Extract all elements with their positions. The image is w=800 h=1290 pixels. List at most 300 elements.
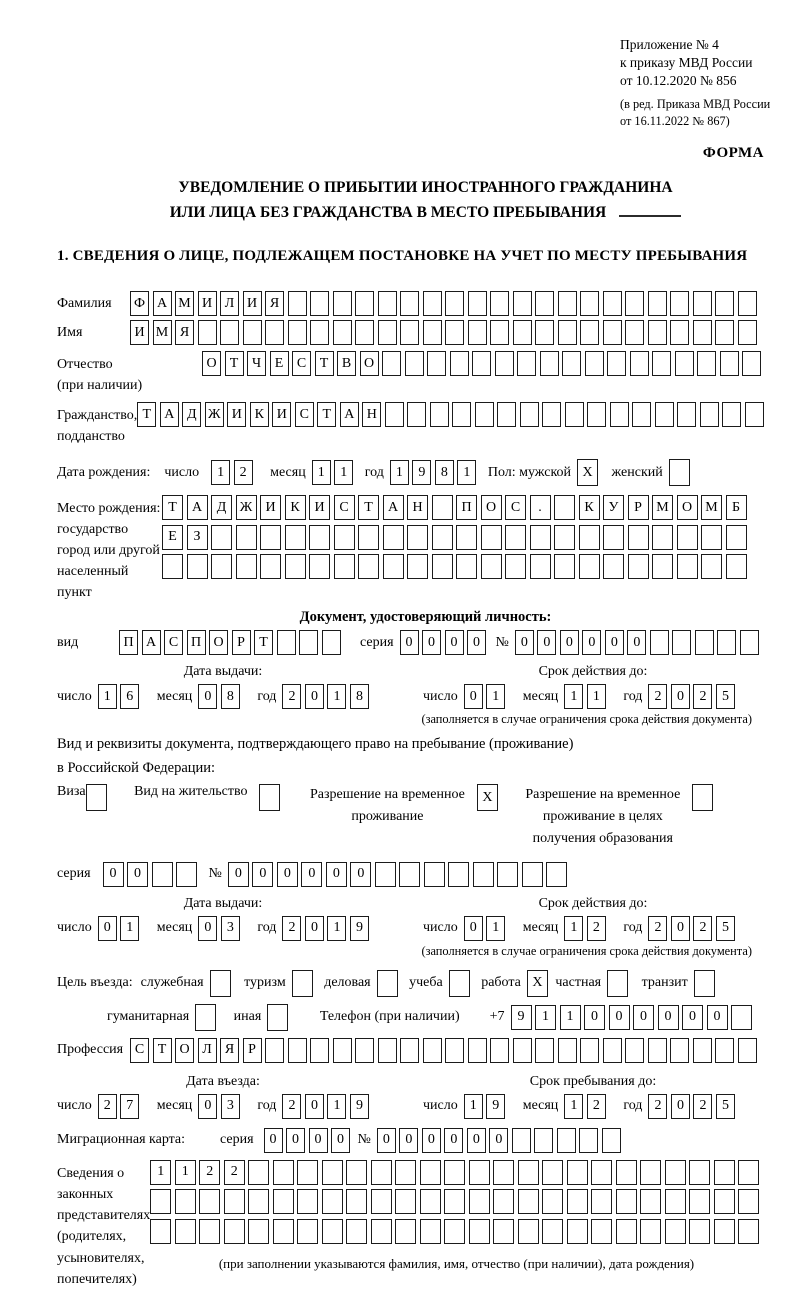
birth-place-row2-cell[interactable] [554,525,575,550]
legal-reps-row3-cell[interactable] [665,1219,686,1244]
birth-place-row2-cell[interactable] [603,525,624,550]
doc-issue-day-cell[interactable]: 1 [98,684,117,709]
doc-series-cell[interactable]: 0 [445,630,464,655]
surname-cell[interactable] [288,291,307,316]
birth-place-row1-cell[interactable] [432,495,453,520]
citizenship-cell[interactable] [542,402,561,427]
permit-issue-day-cells[interactable] [98,916,143,941]
birth-place-row1-cell[interactable]: У [603,495,624,520]
birth-place-row2-cell[interactable] [211,525,232,550]
birth-place-row3-cell[interactable] [285,554,306,579]
surname-cell[interactable] [400,291,419,316]
stay-day-cell[interactable]: 9 [486,1094,505,1119]
citizenship-cell[interactable] [452,402,471,427]
legal-reps-row1-cell[interactable] [469,1160,490,1185]
birth-place-row2-cell[interactable] [236,525,257,550]
doc-type-cell[interactable]: А [142,630,161,655]
doc-type-cell[interactable]: С [164,630,183,655]
phone-cells[interactable] [511,1005,756,1030]
birth-day-cells[interactable] [211,460,256,485]
legal-reps-row2-cell[interactable] [175,1189,196,1214]
stay-day-cells[interactable] [464,1094,509,1119]
birth-place-row3-cell[interactable] [726,554,747,579]
birth-place-row1-cell[interactable]: Н [407,495,428,520]
purpose-work-checkbox[interactable] [527,970,552,997]
legal-reps-row2-cells[interactable] [150,1189,763,1214]
purpose-study-checkbox[interactable] [449,970,474,997]
citizenship-cell[interactable]: И [272,402,291,427]
doc-expiry-day-cell[interactable]: 0 [464,684,483,709]
legal-reps-row2-cell[interactable] [542,1189,563,1214]
edu-residence-cell[interactable] [692,784,713,811]
patronymic-cell[interactable] [697,351,716,376]
citizenship-cell[interactable] [407,402,426,427]
permit-series-cell[interactable] [176,862,197,887]
name-cell[interactable] [333,320,352,345]
migration-number-cell[interactable]: 0 [444,1128,463,1153]
entry-year-cells[interactable] [282,1094,372,1119]
citizenship-cell[interactable]: Т [317,402,336,427]
birth-place-row1-cell[interactable]: Р [628,495,649,520]
doc-series-cell[interactable]: 0 [422,630,441,655]
patronymic-cell[interactable]: В [337,351,356,376]
entry-year-cell[interactable]: 1 [327,1094,346,1119]
birth-place-row2-cell[interactable] [579,525,600,550]
birth-month-cells[interactable] [312,460,357,485]
permit-expiry-year-cell[interactable]: 0 [671,916,690,941]
purpose-business-checkbox[interactable] [377,970,402,997]
birth-place-row1-cell[interactable]: П [456,495,477,520]
migration-number-cell[interactable]: 0 [377,1128,396,1153]
phone-cell[interactable]: 1 [560,1005,581,1030]
doc-number-cell[interactable]: 0 [537,630,556,655]
doc-type-cell[interactable]: П [119,630,138,655]
doc-number-cell[interactable] [672,630,691,655]
legal-reps-row2-cell[interactable] [371,1189,392,1214]
legal-reps-row3-cell[interactable] [542,1219,563,1244]
doc-expiry-month-cell[interactable]: 1 [587,684,606,709]
birth-day-cell[interactable]: 1 [211,460,230,485]
doc-type-cell[interactable] [277,630,296,655]
permit-series-cell[interactable] [152,862,173,887]
surname-cell[interactable]: Я [265,291,284,316]
permit-expiry-year-cell[interactable]: 5 [716,916,735,941]
surname-cell[interactable] [490,291,509,316]
legal-reps-row1-cell[interactable] [665,1160,686,1185]
name-cell[interactable] [603,320,622,345]
birth-place-row3-cell[interactable] [481,554,502,579]
phone-cell[interactable] [731,1005,752,1030]
doc-type-cell[interactable]: О [209,630,228,655]
legal-reps-row3-cell[interactable] [616,1219,637,1244]
purpose-other-checkbox[interactable] [267,1004,292,1031]
legal-reps-row1-cells[interactable] [150,1160,763,1185]
citizenship-cell[interactable] [497,402,516,427]
doc-expiry-year-cell[interactable]: 2 [693,684,712,709]
name-cell[interactable] [535,320,554,345]
surname-cell[interactable] [535,291,554,316]
legal-reps-row1-cell[interactable] [738,1160,759,1185]
legal-reps-row2-cell[interactable] [444,1189,465,1214]
doc-number-cell[interactable] [717,630,736,655]
profession-cell[interactable] [288,1038,307,1063]
legal-reps-row3-cell[interactable] [273,1219,294,1244]
permit-expiry-day-cells[interactable] [464,916,509,941]
stay-month-cell[interactable]: 1 [564,1094,583,1119]
legal-reps-row1-cell[interactable] [420,1160,441,1185]
legal-reps-row2-cell[interactable] [640,1189,661,1214]
name-cell[interactable] [490,320,509,345]
birth-place-row1-cell[interactable]: К [579,495,600,520]
doc-expiry-year-cell[interactable]: 5 [716,684,735,709]
permit-number-cell[interactable] [448,862,469,887]
birth-place-row1-cell[interactable] [554,495,575,520]
phone-cell[interactable]: 0 [707,1005,728,1030]
legal-reps-row2-cell[interactable] [395,1189,416,1214]
stay-year-cell[interactable]: 2 [693,1094,712,1119]
birth-year-cell[interactable]: 1 [390,460,409,485]
entry-day-cell[interactable]: 2 [98,1094,117,1119]
legal-reps-row1-cell[interactable] [591,1160,612,1185]
birth-year-cell[interactable]: 1 [457,460,476,485]
legal-reps-row1-cell[interactable] [395,1160,416,1185]
migration-series-cell[interactable]: 0 [309,1128,328,1153]
profession-cells[interactable] [130,1038,760,1063]
entry-day-cell[interactable]: 7 [120,1094,139,1119]
migration-series-cell[interactable]: 0 [331,1128,350,1153]
legal-reps-row2-cell[interactable] [591,1189,612,1214]
doc-type-cell[interactable] [322,630,341,655]
permit-expiry-year-cell[interactable]: 2 [693,916,712,941]
migration-number-cell[interactable] [512,1128,531,1153]
legal-reps-row3-cell[interactable] [420,1219,441,1244]
birth-place-row3-cell[interactable] [432,554,453,579]
temp-residence-cell[interactable]: X [477,784,498,811]
surname-cell[interactable] [648,291,667,316]
migration-number-cell[interactable] [602,1128,621,1153]
doc-type-cell[interactable] [299,630,318,655]
entry-year-cell[interactable]: 2 [282,1094,301,1119]
patronymic-cell[interactable] [607,351,626,376]
citizenship-cell[interactable] [520,402,539,427]
birth-place-row1-cell[interactable]: И [309,495,330,520]
legal-reps-row2-cell[interactable] [248,1189,269,1214]
patronymic-cell[interactable] [427,351,446,376]
surname-cell[interactable] [670,291,689,316]
permit-issue-year-cell[interactable]: 0 [305,916,324,941]
birth-place-row2-cells[interactable] [162,525,750,550]
permit-issue-month-cell[interactable]: 0 [198,916,217,941]
stay-year-cell[interactable]: 2 [648,1094,667,1119]
legal-reps-row2-cell[interactable] [420,1189,441,1214]
purpose-official-checkbox[interactable] [210,970,235,997]
name-cell[interactable] [198,320,217,345]
phone-cell[interactable]: 1 [535,1005,556,1030]
stay-month-cell[interactable]: 2 [587,1094,606,1119]
name-cell[interactable] [400,320,419,345]
name-cell[interactable] [693,320,712,345]
birth-place-row3-cell[interactable] [407,554,428,579]
patronymic-cell[interactable] [675,351,694,376]
permit-expiry-day-cell[interactable]: 0 [464,916,483,941]
legal-reps-row1-cell[interactable]: 2 [224,1160,245,1185]
legal-reps-row2-cell[interactable] [518,1189,539,1214]
permit-number-cell[interactable] [546,862,567,887]
permit-number-cell[interactable]: 0 [228,862,249,887]
legal-reps-row1-cell[interactable] [567,1160,588,1185]
profession-cell[interactable]: Я [220,1038,239,1063]
legal-reps-row1-cell[interactable] [322,1160,343,1185]
citizenship-cell[interactable] [655,402,674,427]
permit-expiry-year-cell[interactable]: 2 [648,916,667,941]
profession-cell[interactable] [603,1038,622,1063]
migration-number-cell[interactable]: 0 [489,1128,508,1153]
legal-reps-row2-cell[interactable] [199,1189,220,1214]
surname-cell[interactable] [558,291,577,316]
profession-cell[interactable] [670,1038,689,1063]
birth-place-row1-cell[interactable]: М [701,495,722,520]
surname-cell[interactable]: М [175,291,194,316]
birth-place-row3-cell[interactable] [701,554,722,579]
surname-cell[interactable] [738,291,757,316]
citizenship-cell[interactable] [475,402,494,427]
profession-cell[interactable] [490,1038,509,1063]
legal-reps-row3-cell[interactable] [493,1219,514,1244]
profession-cell[interactable] [310,1038,329,1063]
birth-place-row3-cell[interactable] [652,554,673,579]
surname-cell[interactable] [580,291,599,316]
female-cell[interactable] [669,459,690,486]
citizenship-cell[interactable] [677,402,696,427]
profession-cell[interactable] [400,1038,419,1063]
citizenship-cell[interactable]: Ж [205,402,224,427]
birth-place-row1-cell[interactable]: . [530,495,551,520]
permit-issue-year-cells[interactable] [282,916,372,941]
birth-place-row2-cell[interactable] [285,525,306,550]
patronymic-cell[interactable]: О [202,351,221,376]
birth-place-row3-cell[interactable] [358,554,379,579]
surname-cells[interactable] [130,291,760,316]
name-cell[interactable] [625,320,644,345]
purpose-tourism-cell[interactable] [292,970,313,997]
doc-number-cell[interactable] [695,630,714,655]
legal-reps-row3-cell[interactable] [395,1219,416,1244]
citizenship-cell[interactable] [430,402,449,427]
doc-number-cell[interactable]: 0 [627,630,646,655]
permit-series-cells[interactable] [103,862,201,887]
citizenship-cell[interactable]: К [250,402,269,427]
entry-month-cells[interactable] [198,1094,243,1119]
purpose-humanitarian-cell[interactable] [195,1004,216,1031]
name-cell[interactable] [558,320,577,345]
birth-place-row3-cell[interactable] [260,554,281,579]
phone-cell[interactable]: 9 [511,1005,532,1030]
legal-reps-row1-cell[interactable] [297,1160,318,1185]
name-cell[interactable]: Я [175,320,194,345]
citizenship-cell[interactable] [700,402,719,427]
name-cell[interactable] [310,320,329,345]
citizenship-cell[interactable]: Н [362,402,381,427]
legal-reps-row1-cell[interactable] [640,1160,661,1185]
migration-series-cells[interactable] [264,1128,354,1153]
legal-reps-row3-cell[interactable] [640,1219,661,1244]
legal-reps-row2-cell[interactable] [689,1189,710,1214]
purpose-private-checkbox[interactable] [607,970,632,997]
birth-month-cell[interactable]: 1 [334,460,353,485]
citizenship-cell[interactable]: Д [182,402,201,427]
doc-type-cell[interactable]: Р [232,630,251,655]
patronymic-cell[interactable]: Ч [247,351,266,376]
edu-residence-checkbox[interactable] [692,784,717,811]
surname-cell[interactable] [468,291,487,316]
name-cell[interactable] [445,320,464,345]
permit-number-cell[interactable] [473,862,494,887]
doc-expiry-year-cell[interactable]: 0 [671,684,690,709]
permit-expiry-month-cell[interactable]: 2 [587,916,606,941]
doc-number-cell[interactable]: 0 [605,630,624,655]
legal-reps-row2-cell[interactable] [322,1189,343,1214]
legal-reps-row1-cell[interactable] [616,1160,637,1185]
doc-expiry-month-cell[interactable]: 1 [564,684,583,709]
patronymic-cell[interactable] [495,351,514,376]
birth-place-row1-cell[interactable]: С [334,495,355,520]
surname-cell[interactable]: А [153,291,172,316]
profession-cell[interactable] [355,1038,374,1063]
migration-number-cell[interactable]: 0 [422,1128,441,1153]
citizenship-cell[interactable]: И [227,402,246,427]
citizenship-cell[interactable] [745,402,764,427]
doc-issue-month-cell[interactable]: 8 [221,684,240,709]
birth-place-row2-cell[interactable] [652,525,673,550]
legal-reps-row1-cell[interactable]: 2 [199,1160,220,1185]
legal-reps-row3-cell[interactable] [322,1219,343,1244]
legal-reps-row1-cell[interactable] [689,1160,710,1185]
legal-reps-row1-cell[interactable] [542,1160,563,1185]
legal-reps-row2-cell[interactable] [665,1189,686,1214]
permit-number-cells[interactable] [228,862,571,887]
birth-place-row3-cell[interactable] [236,554,257,579]
legal-reps-row3-cell[interactable] [738,1219,759,1244]
name-cell[interactable] [423,320,442,345]
birth-place-row2-cell[interactable] [260,525,281,550]
phone-cell[interactable]: 0 [682,1005,703,1030]
profession-cell[interactable] [535,1038,554,1063]
legal-reps-row2-cell[interactable] [469,1189,490,1214]
doc-issue-year-cell[interactable]: 8 [350,684,369,709]
doc-issue-day-cell[interactable]: 6 [120,684,139,709]
name-cell[interactable] [288,320,307,345]
surname-cell[interactable] [445,291,464,316]
patronymic-cell[interactable]: О [360,351,379,376]
residence-checkbox[interactable] [259,784,284,811]
surname-cell[interactable]: И [243,291,262,316]
surname-cell[interactable] [693,291,712,316]
birth-place-row3-cell[interactable] [628,554,649,579]
name-cell[interactable] [738,320,757,345]
permit-number-cell[interactable] [375,862,396,887]
legal-reps-row3-cell[interactable] [224,1219,245,1244]
legal-reps-row2-cell[interactable] [297,1189,318,1214]
surname-cell[interactable] [333,291,352,316]
purpose-other-cell[interactable] [267,1004,288,1031]
birth-place-row2-cell[interactable] [407,525,428,550]
patronymic-cell[interactable] [517,351,536,376]
legal-reps-row3-cell[interactable] [175,1219,196,1244]
legal-reps-row3-cell[interactable] [199,1219,220,1244]
birth-month-cell[interactable]: 1 [312,460,331,485]
entry-year-cell[interactable]: 9 [350,1094,369,1119]
doc-issue-day-cells[interactable] [98,684,143,709]
citizenship-cell[interactable]: А [160,402,179,427]
entry-year-cell[interactable]: 0 [305,1094,324,1119]
patronymic-cell[interactable] [382,351,401,376]
birth-place-row3-cell[interactable] [603,554,624,579]
patronymic-cell[interactable]: Е [270,351,289,376]
birth-place-row1-cell[interactable]: К [285,495,306,520]
profession-cell[interactable] [715,1038,734,1063]
permit-number-cell[interactable] [399,862,420,887]
surname-cell[interactable] [378,291,397,316]
doc-series-cell[interactable]: 0 [467,630,486,655]
birth-place-row3-cell[interactable] [505,554,526,579]
permit-number-cell[interactable]: 0 [350,862,371,887]
legal-reps-row3-cell[interactable] [469,1219,490,1244]
surname-cell[interactable] [715,291,734,316]
profession-cell[interactable] [265,1038,284,1063]
profession-cell[interactable] [625,1038,644,1063]
permit-issue-day-cell[interactable]: 1 [120,916,139,941]
purpose-official-cell[interactable] [210,970,231,997]
purpose-tourism-checkbox[interactable] [292,970,317,997]
phone-cell[interactable]: 0 [658,1005,679,1030]
doc-number-cell[interactable]: 0 [515,630,534,655]
purpose-work-cell[interactable]: X [527,970,548,997]
birth-place-row1-cell[interactable]: О [677,495,698,520]
doc-number-cell[interactable]: 0 [560,630,579,655]
phone-cell[interactable]: 0 [584,1005,605,1030]
name-cell[interactable] [243,320,262,345]
doc-number-cell[interactable] [740,630,759,655]
citizenship-cells[interactable] [137,402,767,427]
birth-place-row1-cells[interactable] [162,495,750,520]
name-cell[interactable]: М [153,320,172,345]
birth-place-row3-cell[interactable] [309,554,330,579]
legal-reps-row2-cell[interactable] [346,1189,367,1214]
permit-number-cell[interactable] [522,862,543,887]
birth-place-row2-cell[interactable] [358,525,379,550]
surname-cell[interactable]: Л [220,291,239,316]
legal-reps-row1-cell[interactable] [444,1160,465,1185]
stay-year-cells[interactable] [648,1094,738,1119]
birth-place-row2-cell[interactable] [530,525,551,550]
name-cell[interactable] [468,320,487,345]
purpose-transit-checkbox[interactable] [694,970,719,997]
migration-number-cell[interactable]: 0 [467,1128,486,1153]
doc-issue-month-cell[interactable]: 0 [198,684,217,709]
doc-type-cells[interactable] [119,630,344,655]
patronymic-cell[interactable] [652,351,671,376]
doc-expiry-year-cell[interactable]: 2 [648,684,667,709]
legal-reps-row2-cell[interactable] [714,1189,735,1214]
name-cell[interactable] [648,320,667,345]
birth-place-row2-cell[interactable] [701,525,722,550]
doc-number-cell[interactable] [650,630,669,655]
doc-number-cell[interactable]: 0 [582,630,601,655]
profession-cell[interactable] [333,1038,352,1063]
profession-cell[interactable] [580,1038,599,1063]
permit-issue-month-cell[interactable]: 3 [221,916,240,941]
birth-place-row1-cell[interactable]: О [481,495,502,520]
